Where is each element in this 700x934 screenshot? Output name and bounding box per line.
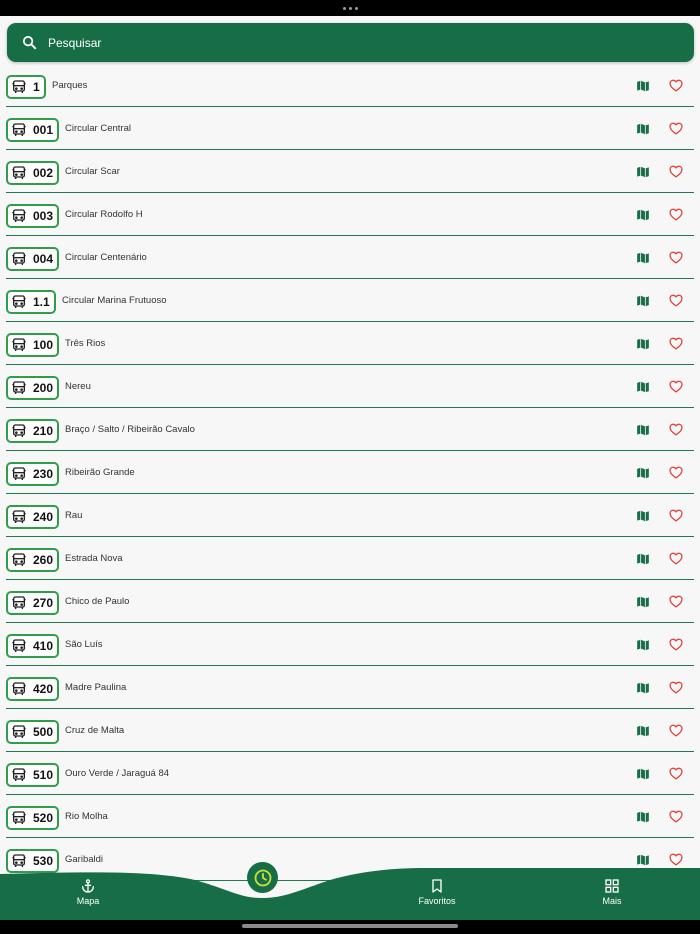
heart-outline-icon[interactable] bbox=[668, 809, 684, 824]
bus-icon bbox=[11, 681, 27, 697]
multitasking-dots[interactable] bbox=[343, 7, 358, 10]
route-name: Circular Central bbox=[65, 123, 131, 134]
search-bar[interactable] bbox=[7, 23, 694, 62]
route-number: 1.1 bbox=[33, 295, 50, 309]
route-number: 240 bbox=[33, 510, 54, 524]
map-icon[interactable] bbox=[636, 251, 650, 265]
route-name: Ribeirão Grande bbox=[65, 467, 135, 478]
heart-outline-icon[interactable] bbox=[668, 637, 684, 652]
search-icon bbox=[21, 34, 38, 51]
route-number: 001 bbox=[33, 123, 54, 137]
map-icon[interactable] bbox=[636, 466, 650, 480]
route-name: Circular Centenário bbox=[65, 252, 147, 263]
map-icon[interactable] bbox=[636, 552, 650, 566]
bus-icon bbox=[11, 466, 27, 482]
route-row[interactable] bbox=[0, 365, 700, 408]
route-name: Três Rios bbox=[65, 338, 106, 349]
map-icon[interactable] bbox=[636, 853, 650, 867]
route-badge bbox=[6, 75, 46, 99]
route-row[interactable] bbox=[0, 580, 700, 623]
route-name: Circular Marina Frutuoso bbox=[62, 295, 167, 306]
heart-outline-icon[interactable] bbox=[668, 164, 684, 179]
map-icon[interactable] bbox=[636, 122, 650, 136]
bus-icon bbox=[11, 638, 27, 654]
map-icon[interactable] bbox=[636, 423, 650, 437]
route-number: 004 bbox=[33, 252, 54, 266]
route-name: Chico de Paulo bbox=[65, 596, 130, 607]
bus-icon bbox=[11, 423, 27, 439]
heart-outline-icon[interactable] bbox=[668, 680, 684, 695]
route-number: 270 bbox=[33, 596, 54, 610]
route-badge bbox=[6, 548, 59, 572]
bus-icon bbox=[11, 208, 27, 224]
bus-icon bbox=[11, 853, 27, 869]
route-row[interactable] bbox=[0, 537, 700, 580]
route-number: 530 bbox=[33, 854, 54, 868]
route-number: 003 bbox=[33, 209, 54, 223]
map-icon[interactable] bbox=[636, 208, 650, 222]
route-number: 510 bbox=[33, 768, 54, 782]
bus-icon bbox=[11, 509, 27, 525]
schedule-button[interactable] bbox=[247, 862, 278, 893]
route-badge bbox=[6, 677, 59, 701]
bus-icon bbox=[11, 767, 27, 783]
route-number: 200 bbox=[33, 381, 54, 395]
route-row[interactable] bbox=[0, 322, 700, 365]
map-icon[interactable] bbox=[636, 681, 650, 695]
route-badge bbox=[6, 720, 59, 744]
route-badge bbox=[6, 763, 59, 787]
route-number: 210 bbox=[33, 424, 54, 438]
map-icon[interactable] bbox=[636, 810, 650, 824]
route-badge bbox=[6, 333, 59, 357]
route-row[interactable] bbox=[0, 795, 700, 838]
status-bar bbox=[0, 0, 700, 16]
map-icon[interactable] bbox=[636, 380, 650, 394]
map-icon[interactable] bbox=[636, 509, 650, 523]
bus-icon bbox=[11, 122, 27, 138]
route-row[interactable] bbox=[0, 709, 700, 752]
heart-outline-icon[interactable] bbox=[668, 379, 684, 394]
bus-icon bbox=[11, 165, 27, 181]
heart-outline-icon[interactable] bbox=[668, 207, 684, 222]
bus-icon bbox=[11, 810, 27, 826]
bus-icon bbox=[11, 337, 27, 353]
route-badge bbox=[6, 290, 56, 314]
route-row[interactable] bbox=[0, 279, 700, 322]
clock-icon bbox=[253, 868, 273, 888]
bus-icon bbox=[11, 552, 27, 568]
anchor-icon bbox=[80, 878, 96, 894]
route-name: Ouro Verde / Jaraguá 84 bbox=[65, 768, 170, 779]
bus-icon bbox=[11, 724, 27, 740]
route-number: 410 bbox=[33, 639, 54, 653]
route-row[interactable] bbox=[0, 236, 700, 279]
route-badge bbox=[6, 161, 59, 185]
heart-outline-icon[interactable] bbox=[668, 594, 684, 609]
heart-outline-icon[interactable] bbox=[668, 508, 684, 523]
route-row[interactable] bbox=[0, 752, 700, 795]
route-badge bbox=[6, 204, 59, 228]
route-row[interactable] bbox=[0, 408, 700, 451]
route-name: Parques bbox=[52, 80, 88, 91]
route-number: 1 bbox=[33, 80, 40, 94]
route-badge bbox=[6, 376, 59, 400]
route-badge bbox=[6, 634, 59, 658]
route-name: Madre Paulina bbox=[65, 682, 127, 693]
route-badge bbox=[6, 591, 59, 615]
route-number: 002 bbox=[33, 166, 54, 180]
heart-outline-icon[interactable] bbox=[668, 465, 684, 480]
heart-outline-icon[interactable] bbox=[668, 551, 684, 566]
route-row[interactable] bbox=[0, 150, 700, 193]
map-icon[interactable] bbox=[636, 638, 650, 652]
heart-outline-icon[interactable] bbox=[668, 121, 684, 136]
route-number: 420 bbox=[33, 682, 54, 696]
map-icon[interactable] bbox=[636, 595, 650, 609]
bottom-nav bbox=[0, 868, 700, 920]
route-row[interactable] bbox=[0, 666, 700, 709]
heart-outline-icon[interactable] bbox=[668, 852, 684, 867]
map-icon[interactable] bbox=[636, 79, 650, 93]
route-row[interactable] bbox=[0, 193, 700, 236]
map-icon[interactable] bbox=[636, 165, 650, 179]
route-badge bbox=[6, 247, 59, 271]
route-row[interactable] bbox=[0, 623, 700, 666]
bus-icon bbox=[11, 251, 27, 267]
nav-favorites-label: Favoritos bbox=[418, 896, 456, 906]
route-number: 260 bbox=[33, 553, 54, 567]
route-number: 520 bbox=[33, 811, 54, 825]
route-name: Circular Scar bbox=[65, 166, 120, 177]
nav-more-label: Mais bbox=[602, 896, 622, 906]
nav-more[interactable] bbox=[572, 878, 652, 906]
heart-outline-icon[interactable] bbox=[668, 422, 684, 437]
route-name: Estrada Nova bbox=[65, 553, 123, 564]
search-placeholder: Pesquisar bbox=[48, 35, 102, 50]
route-name: Rau bbox=[65, 510, 83, 521]
map-icon[interactable] bbox=[636, 767, 650, 781]
heart-outline-icon[interactable] bbox=[668, 78, 684, 93]
bus-icon bbox=[11, 79, 27, 95]
heart-outline-icon[interactable] bbox=[668, 336, 684, 351]
heart-outline-icon[interactable] bbox=[668, 250, 684, 265]
bus-icon bbox=[11, 380, 27, 396]
map-icon[interactable] bbox=[636, 724, 650, 738]
heart-outline-icon[interactable] bbox=[668, 766, 684, 781]
bus-icon bbox=[11, 595, 27, 611]
route-row[interactable] bbox=[0, 64, 700, 107]
bookmark-icon bbox=[429, 878, 445, 894]
route-badge bbox=[6, 419, 59, 443]
map-icon[interactable] bbox=[636, 294, 650, 308]
heart-outline-icon[interactable] bbox=[668, 723, 684, 738]
route-name: Cruz de Malta bbox=[65, 725, 125, 736]
route-badge bbox=[6, 806, 59, 830]
home-indicator[interactable] bbox=[242, 924, 458, 928]
route-badge bbox=[6, 118, 59, 142]
route-number: 500 bbox=[33, 725, 54, 739]
heart-outline-icon[interactable] bbox=[668, 293, 684, 308]
route-name: Braço / Salto / Ribeirão Cavalo bbox=[65, 424, 195, 435]
nav-map-label: Mapa bbox=[76, 896, 100, 906]
route-name: São Luís bbox=[65, 639, 103, 650]
route-number: 100 bbox=[33, 338, 54, 352]
route-number: 230 bbox=[33, 467, 54, 481]
nav-map[interactable] bbox=[48, 878, 128, 906]
grid-icon bbox=[604, 878, 620, 894]
route-row[interactable] bbox=[0, 107, 700, 150]
route-row[interactable] bbox=[0, 494, 700, 537]
route-name: Rio Molha bbox=[65, 811, 108, 822]
route-badge bbox=[6, 462, 59, 486]
route-name: Circular Rodolfo H bbox=[65, 209, 143, 220]
route-name: Garibaldi bbox=[65, 854, 104, 865]
nav-favorites[interactable] bbox=[397, 878, 477, 906]
bus-icon bbox=[11, 294, 27, 310]
route-list bbox=[0, 64, 700, 881]
map-icon[interactable] bbox=[636, 337, 650, 351]
route-row[interactable] bbox=[0, 451, 700, 494]
route-badge bbox=[6, 505, 59, 529]
route-name: Nereu bbox=[65, 381, 91, 392]
